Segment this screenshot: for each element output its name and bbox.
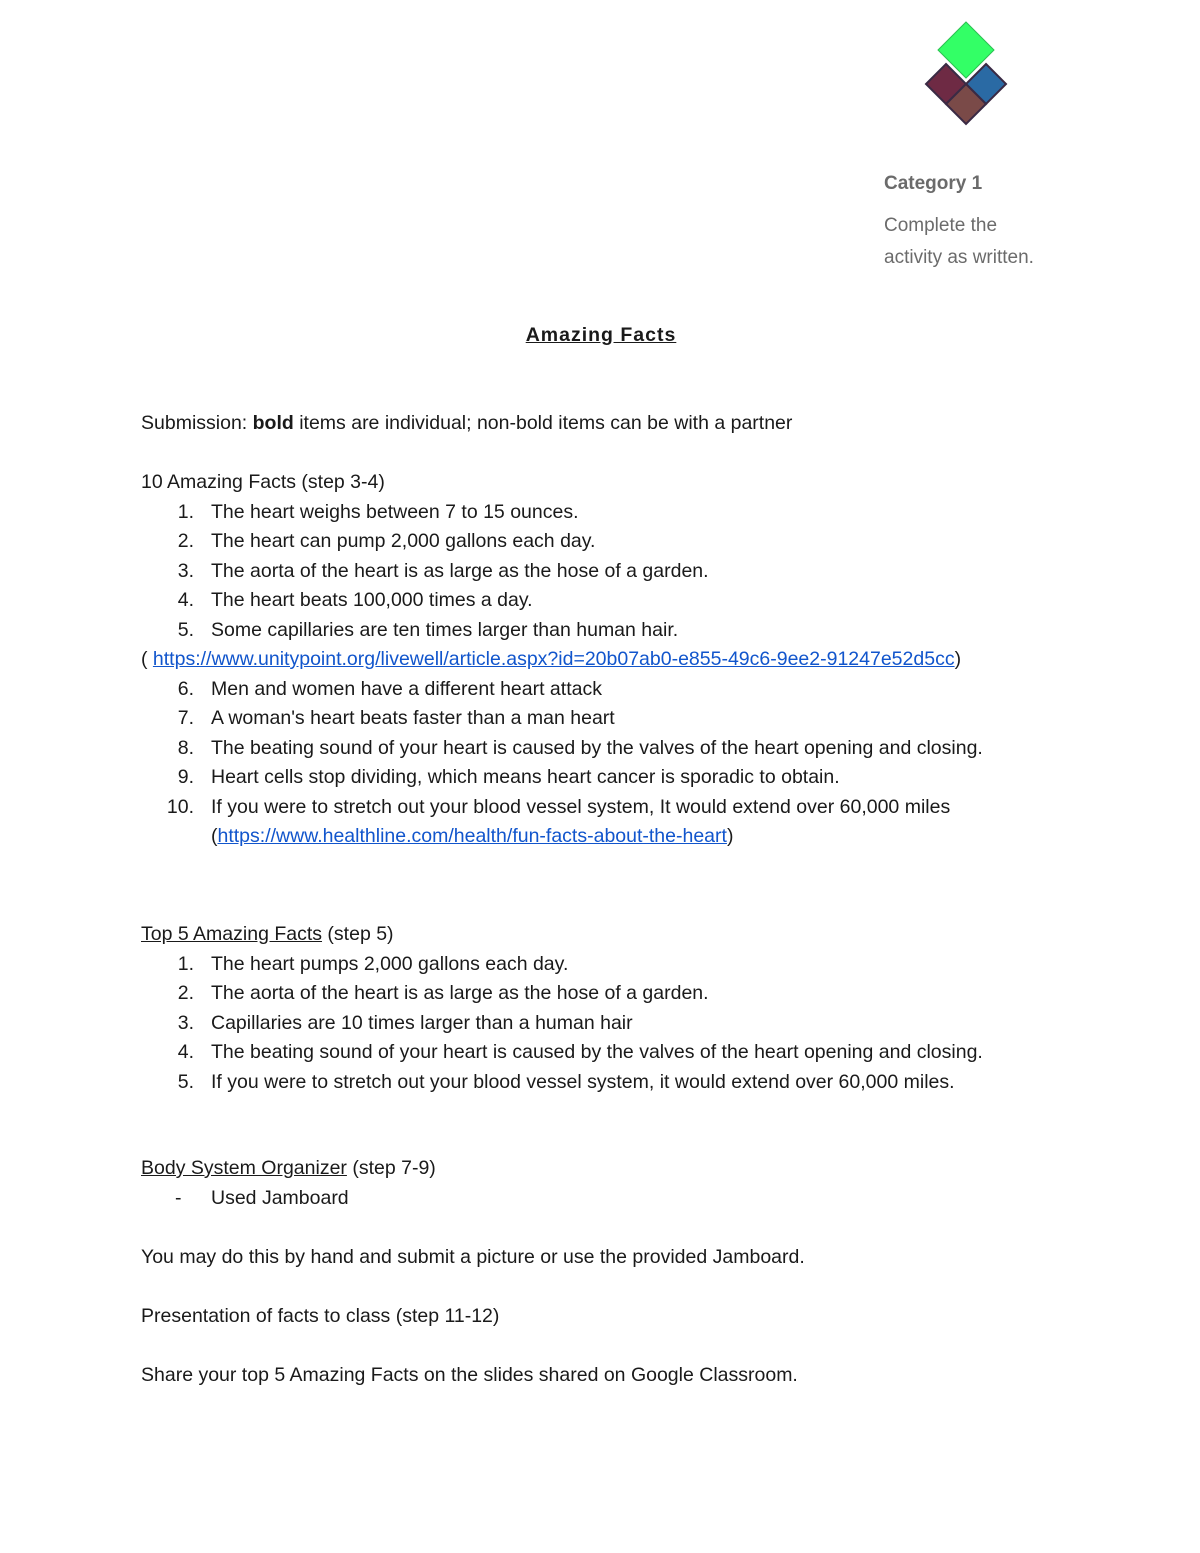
list-item	[141, 498, 1061, 528]
top-5-step: (step 5)	[322, 923, 394, 945]
list-item	[141, 1184, 1061, 1214]
item-text: The heart weighs between 7 to 15 ounces.	[211, 500, 579, 523]
category-title: Category 1	[884, 173, 983, 194]
item-number: 8.	[177, 736, 194, 759]
paren-close: )	[726, 825, 734, 847]
item-number: 5.	[177, 618, 194, 641]
submission-prefix: Submission:	[141, 412, 253, 434]
item-number: 4.	[177, 589, 194, 611]
top-5-list	[141, 950, 1061, 1098]
paren-open: (	[141, 648, 153, 670]
bullet-dash: -	[175, 1186, 182, 1209]
item-text: The beating sound of your heart is caused by the valves of the heart opening and closing.	[211, 1041, 983, 1063]
list-item	[141, 763, 1061, 793]
list-item	[141, 1068, 1061, 1098]
item-text: A woman's heart beats faster than a man heart	[211, 707, 615, 729]
healthline-link[interactable]: https://www.healthline.com/health/fun-facts-about-the-heart	[217, 825, 727, 847]
item-text: Capillaries are 10 times larger than a human hair	[211, 1011, 633, 1034]
list-item	[141, 1038, 1061, 1068]
item-text: Men and women have a different heart attack	[211, 677, 602, 700]
item-number: 2.	[177, 982, 194, 1004]
list-item	[141, 675, 1061, 705]
instruction-text: You may do this by hand and submit a picture or use the provided Jamboard.	[141, 1246, 805, 1268]
item-text: If you were to stretch out your blood vessel system, it would extend over 60,000 miles.	[211, 1070, 955, 1093]
diamond-logo	[918, 18, 1014, 130]
item-text: Some capillaries are ten times larger than human hair.	[211, 618, 679, 641]
presentation-text: Presentation of facts to class (step 11-12)	[141, 1305, 500, 1327]
item-text: Heart cells stop dividing, which means heart cancer is sporadic to obtain.	[211, 766, 840, 788]
item-text: The beating sound of your heart is caused by the valves of the heart opening and closing.	[211, 736, 983, 759]
list-item	[141, 557, 1061, 587]
category-line-2: activity as written.	[884, 247, 1034, 268]
top-5-heading: Top 5 Amazing Facts	[141, 923, 323, 945]
organizer-step: (step 7-9)	[346, 1157, 436, 1179]
item-number: 3.	[177, 559, 194, 582]
facts-10-list-continued	[141, 675, 1061, 852]
top-5-section	[141, 920, 1061, 1097]
item-text: The aorta of the heart is as large as the hose of a garden.	[211, 559, 709, 582]
item-text: If you were to stretch out your blood vessel system, It would extend over 60,000 miles	[211, 795, 951, 818]
item-number: 5.	[177, 1070, 194, 1093]
unitypoint-link[interactable]: https://www.unitypoint.org/livewell/article.aspx?id=20b07ab0-e855-49c6-9ee2-91247e52d5cc	[152, 648, 955, 670]
item-number: 10.	[166, 795, 194, 818]
submission-suffix: items are individual; non-bold items can be with a partner	[293, 412, 793, 434]
top-5-heading-line	[141, 920, 1061, 950]
facts-10-heading: 10 Amazing Facts (step 3-4)	[141, 471, 385, 493]
item-number: 1.	[177, 952, 194, 975]
item-number: 2.	[177, 530, 194, 552]
list-item	[141, 616, 1061, 646]
page-title: Amazing Facts	[525, 324, 677, 346]
item-number: 1.	[177, 500, 194, 523]
list-item	[141, 1009, 1061, 1039]
item-number: 7.	[177, 707, 194, 729]
list-item	[141, 527, 1061, 557]
item-number: 3.	[177, 1011, 194, 1034]
organizer-heading: Body System Organizer	[141, 1157, 347, 1179]
source-line-1	[141, 645, 1061, 675]
facts-10-list	[141, 498, 1061, 646]
item-number: 4.	[177, 1041, 194, 1063]
paren-close: )	[954, 648, 962, 670]
item-text: The aorta of the heart is as large as the hose of a garden.	[211, 982, 709, 1004]
facts-10-section	[141, 468, 1061, 852]
list-item	[141, 950, 1061, 980]
organizer-section	[141, 1154, 1061, 1213]
submission-bold: bold	[252, 412, 294, 434]
list-item	[141, 704, 1061, 734]
item-text: The heart beats 100,000 times a day.	[211, 589, 533, 611]
list-item	[141, 586, 1061, 616]
item-number: 6.	[177, 677, 194, 700]
category-line-1: Complete the	[884, 215, 998, 236]
item-text: Used Jamboard	[211, 1186, 349, 1209]
item-text: The heart pumps 2,000 gallons each day.	[211, 952, 569, 975]
item-number: 9.	[177, 766, 194, 788]
list-item	[141, 979, 1061, 1009]
paren-open: (	[211, 825, 218, 847]
category-panel	[884, 172, 1144, 274]
share-text: Share your top 5 Amazing Facts on the slides shared on Google Classroom.	[141, 1364, 798, 1386]
list-item	[141, 734, 1061, 764]
submission-line	[141, 409, 1061, 439]
item-text: The heart can pump 2,000 gallons each day.	[211, 530, 596, 552]
organizer-heading-line	[141, 1154, 1061, 1184]
list-item	[141, 793, 1061, 852]
